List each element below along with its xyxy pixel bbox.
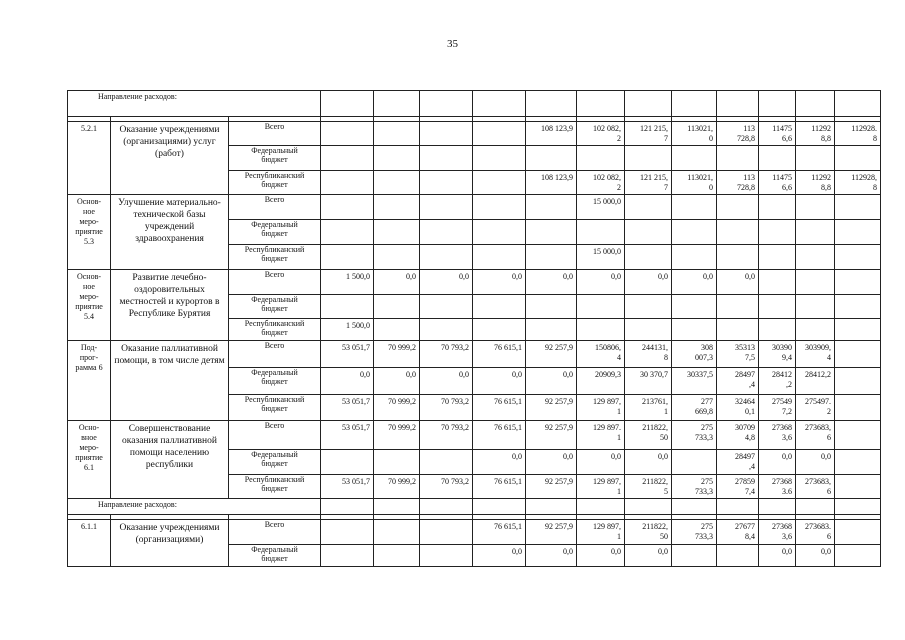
empty-cell	[835, 499, 881, 515]
value-cell	[321, 295, 374, 319]
value-cell	[374, 171, 420, 195]
empty-cell	[759, 499, 796, 515]
value-cell: 30 370,7	[625, 368, 672, 395]
value-cell: 35313 7,5	[717, 341, 759, 368]
value-cell: 0,0	[625, 450, 672, 475]
value-cell	[374, 122, 420, 146]
empty-cell	[717, 91, 759, 117]
value-cell	[625, 146, 672, 171]
value-cell: 0,0	[625, 545, 672, 567]
activity-name: Развитие лечебно-оздоровительных местностей и курортов в Республике Бурятия	[111, 270, 229, 341]
value-cell: 0,0	[473, 450, 526, 475]
value-cell: 129 897. 1	[577, 421, 625, 450]
value-cell: 53 051,7	[321, 341, 374, 368]
value-cell: 20909,3	[577, 368, 625, 395]
empty-cell	[420, 499, 473, 515]
value-cell: 92 257,9	[526, 520, 577, 545]
empty-cell	[625, 499, 672, 515]
value-cell: 211822, 50	[625, 520, 672, 545]
value-cell	[526, 146, 577, 171]
value-cell: 277 669,8	[672, 395, 717, 421]
value-cell: 129 897, 1	[577, 520, 625, 545]
value-cell: 0,0	[473, 545, 526, 567]
value-cell	[717, 319, 759, 341]
value-cell	[759, 319, 796, 341]
value-cell	[577, 319, 625, 341]
value-cell	[672, 245, 717, 270]
value-cell	[759, 295, 796, 319]
value-cell: 76 615,1	[473, 421, 526, 450]
activity-name: Оказание паллиативной помощи, в том числе детям	[111, 341, 229, 421]
value-cell: 76 615,1	[473, 520, 526, 545]
empty-cell	[672, 499, 717, 515]
value-cell	[577, 220, 625, 245]
value-cell	[374, 450, 420, 475]
value-cell	[420, 220, 473, 245]
value-cell	[420, 245, 473, 270]
value-cell: 129 897, 1	[577, 395, 625, 421]
value-cell: 70 999,2	[374, 421, 420, 450]
direction-header-row	[68, 91, 881, 117]
empty-cell	[625, 91, 672, 117]
value-cell: 32464 0,1	[717, 395, 759, 421]
value-cell	[796, 295, 835, 319]
empty-cell	[526, 91, 577, 117]
value-cell: 28497 ,4	[717, 368, 759, 395]
funding-source: Республиканский бюджет	[229, 319, 321, 341]
value-cell	[759, 220, 796, 245]
funding-source: Всего	[229, 122, 321, 146]
value-cell	[759, 270, 796, 295]
value-cell: 0,0	[759, 545, 796, 567]
value-cell	[717, 146, 759, 171]
value-cell: 275 733,3	[672, 475, 717, 499]
value-cell: 30709 4,8	[717, 421, 759, 450]
empty-cell	[321, 91, 374, 117]
value-cell	[625, 220, 672, 245]
page-number: 35	[447, 38, 458, 50]
value-cell	[835, 475, 881, 499]
value-cell: 27859 7,4	[717, 475, 759, 499]
value-cell	[420, 520, 473, 545]
value-cell: 53 051,7	[321, 395, 374, 421]
value-cell	[420, 295, 473, 319]
value-cell: 92 257,9	[526, 421, 577, 450]
value-cell: 150806, 4	[577, 341, 625, 368]
value-cell	[672, 545, 717, 567]
value-cell	[796, 146, 835, 171]
value-cell	[759, 245, 796, 270]
value-cell: 273683, 6	[796, 421, 835, 450]
value-cell: 28412,2	[796, 368, 835, 395]
value-cell: 1 500,0	[321, 319, 374, 341]
value-cell: 30337,5	[672, 368, 717, 395]
value-cell: 0,0	[420, 368, 473, 395]
value-cell: 0,0	[321, 368, 374, 395]
value-cell: 113 728,8	[717, 171, 759, 195]
value-cell: 0,0	[577, 270, 625, 295]
value-cell	[420, 450, 473, 475]
value-cell	[759, 195, 796, 220]
value-cell	[835, 341, 881, 368]
value-cell: 70 999,2	[374, 341, 420, 368]
activity-code: Осно- вное меро- приятие 6.1	[68, 421, 111, 499]
value-cell	[672, 195, 717, 220]
value-cell: 92 257,9	[526, 341, 577, 368]
value-cell: 211822, 5	[625, 475, 672, 499]
value-cell: 53 051,7	[321, 475, 374, 499]
value-cell: 27368 3.6	[759, 475, 796, 499]
funding-source: Федеральный бюджет	[229, 220, 321, 245]
value-cell	[473, 146, 526, 171]
empty-cell	[796, 91, 835, 117]
empty-cell	[577, 499, 625, 515]
value-cell: 211822, 50	[625, 421, 672, 450]
empty-cell	[473, 499, 526, 515]
value-cell: 76 615,1	[473, 341, 526, 368]
value-cell: 112928, 8	[835, 171, 881, 195]
value-cell	[835, 319, 881, 341]
value-cell: 27549 7,2	[759, 395, 796, 421]
value-cell: 0,0	[473, 270, 526, 295]
value-cell: 273683, 6	[796, 475, 835, 499]
value-cell	[835, 450, 881, 475]
value-cell	[321, 450, 374, 475]
value-cell: 102 082, 2	[577, 122, 625, 146]
value-cell	[473, 122, 526, 146]
value-cell: 70 793,2	[420, 341, 473, 368]
activity-name: Совершенствование оказания паллиативной помощи населению республики	[111, 421, 229, 499]
value-cell	[526, 295, 577, 319]
table-row	[68, 195, 881, 220]
value-cell	[717, 220, 759, 245]
budget-table	[67, 90, 881, 567]
value-cell	[321, 520, 374, 545]
value-cell: 303909, 4	[796, 341, 835, 368]
value-cell: 0,0	[526, 450, 577, 475]
funding-source: Республиканский бюджет	[229, 171, 321, 195]
empty-cell	[796, 499, 835, 515]
value-cell	[374, 220, 420, 245]
value-cell	[420, 319, 473, 341]
value-cell: 53 051,7	[321, 421, 374, 450]
funding-source: Республиканский бюджет	[229, 395, 321, 421]
value-cell: 15 000,0	[577, 245, 625, 270]
funding-source: Всего	[229, 270, 321, 295]
value-cell	[374, 545, 420, 567]
value-cell: 76 615,1	[473, 395, 526, 421]
value-cell: 30390 9,4	[759, 341, 796, 368]
funding-source: Всего	[229, 341, 321, 368]
empty-cell	[759, 91, 796, 117]
value-cell: 0,0	[796, 545, 835, 567]
value-cell: 70 793,2	[420, 475, 473, 499]
value-cell	[374, 146, 420, 171]
table-row	[68, 341, 881, 368]
value-cell: 112928. 8	[835, 122, 881, 146]
value-cell: 121 215, 7	[625, 171, 672, 195]
value-cell	[625, 245, 672, 270]
value-cell	[796, 195, 835, 220]
activity-code: Основ- ное меро- приятие 5.3	[68, 195, 111, 270]
empty-cell	[374, 499, 420, 515]
value-cell	[321, 122, 374, 146]
value-cell: 11292 8,8	[796, 171, 835, 195]
value-cell	[526, 195, 577, 220]
value-cell: 76 615,1	[473, 475, 526, 499]
value-cell	[835, 195, 881, 220]
value-cell: 108 123,9	[526, 171, 577, 195]
value-cell: 92 257,9	[526, 395, 577, 421]
value-cell: 70 793,2	[420, 395, 473, 421]
value-cell: 0,0	[420, 270, 473, 295]
value-cell: 0,0	[717, 270, 759, 295]
value-cell	[321, 171, 374, 195]
table-row	[68, 421, 881, 450]
value-cell: 129 897, 1	[577, 475, 625, 499]
funding-source: Федеральный бюджет	[229, 545, 321, 567]
direction-header-row	[68, 499, 881, 515]
empty-cell	[717, 499, 759, 515]
value-cell	[473, 195, 526, 220]
empty-cell	[672, 91, 717, 117]
empty-cell	[577, 91, 625, 117]
empty-cell	[321, 499, 374, 515]
value-cell	[473, 319, 526, 341]
value-cell	[473, 220, 526, 245]
value-cell: 11292 8,8	[796, 122, 835, 146]
value-cell: 108 123,9	[526, 122, 577, 146]
value-cell	[577, 146, 625, 171]
value-cell: 102 082, 2	[577, 171, 625, 195]
empty-cell	[420, 91, 473, 117]
funding-source: Республиканский бюджет	[229, 475, 321, 499]
value-cell	[321, 146, 374, 171]
value-cell: 275 733,3	[672, 520, 717, 545]
value-cell: 11475 6,6	[759, 171, 796, 195]
value-cell	[796, 220, 835, 245]
value-cell	[835, 270, 881, 295]
value-cell	[420, 171, 473, 195]
value-cell	[374, 195, 420, 220]
value-cell	[796, 319, 835, 341]
value-cell: 0,0	[526, 270, 577, 295]
value-cell	[625, 319, 672, 341]
value-cell	[321, 220, 374, 245]
table-row	[68, 520, 881, 545]
value-cell	[473, 171, 526, 195]
empty-cell	[526, 499, 577, 515]
value-cell: 1 500,0	[321, 270, 374, 295]
value-cell: 308 007,3	[672, 341, 717, 368]
value-cell	[420, 195, 473, 220]
value-cell: 213761, 1	[625, 395, 672, 421]
value-cell	[717, 295, 759, 319]
value-cell: 275 733,3	[672, 421, 717, 450]
value-cell	[321, 545, 374, 567]
value-cell	[796, 270, 835, 295]
value-cell: 0,0	[526, 545, 577, 567]
value-cell	[835, 146, 881, 171]
empty-cell	[473, 91, 526, 117]
activity-code: 5.2.1	[68, 122, 111, 195]
value-cell	[717, 195, 759, 220]
value-cell	[473, 295, 526, 319]
funding-source: Всего	[229, 520, 321, 545]
value-cell	[672, 146, 717, 171]
value-cell	[835, 295, 881, 319]
value-cell: 28497 ,4	[717, 450, 759, 475]
funding-source: Федеральный бюджет	[229, 295, 321, 319]
direction-label: Направление расходов:	[68, 499, 321, 515]
value-cell: 113021, 0	[672, 122, 717, 146]
value-cell	[420, 545, 473, 567]
value-cell: 113021, 0	[672, 171, 717, 195]
value-cell	[473, 245, 526, 270]
value-cell: 28412 ,2	[759, 368, 796, 395]
value-cell: 0,0	[672, 270, 717, 295]
value-cell	[835, 220, 881, 245]
value-cell: 113 728,8	[717, 122, 759, 146]
value-cell: 27368 3,6	[759, 421, 796, 450]
value-cell: 0,0	[374, 270, 420, 295]
value-cell	[420, 122, 473, 146]
value-cell	[625, 295, 672, 319]
value-cell	[374, 319, 420, 341]
value-cell	[374, 245, 420, 270]
value-cell: 11475 6,6	[759, 122, 796, 146]
value-cell	[374, 520, 420, 545]
value-cell	[835, 421, 881, 450]
value-cell: 0,0	[796, 450, 835, 475]
funding-source: Всего	[229, 195, 321, 220]
value-cell: 0,0	[526, 368, 577, 395]
funding-source: Федеральный бюджет	[229, 146, 321, 171]
value-cell: 27677 8,4	[717, 520, 759, 545]
value-cell: 15 000,0	[577, 195, 625, 220]
value-cell: 70 793,2	[420, 421, 473, 450]
value-cell	[625, 195, 672, 220]
value-cell	[717, 545, 759, 567]
activity-code: Под- прог- рамма 6	[68, 341, 111, 421]
activity-name: Оказание учреждениями (организациями) услуг (работ)	[111, 122, 229, 195]
empty-cell	[835, 91, 881, 117]
value-cell	[321, 195, 374, 220]
table-row	[68, 270, 881, 295]
activity-name: Оказание учреждениями (организациями)	[111, 520, 229, 567]
value-cell	[835, 395, 881, 421]
value-cell: 70 999,2	[374, 475, 420, 499]
value-cell: 121 215, 7	[625, 122, 672, 146]
funding-source: Всего	[229, 421, 321, 450]
value-cell	[321, 245, 374, 270]
value-cell	[374, 295, 420, 319]
value-cell: 0,0	[577, 450, 625, 475]
value-cell: 0,0	[374, 368, 420, 395]
value-cell: 0,0	[577, 545, 625, 567]
value-cell: 27368 3,6	[759, 520, 796, 545]
value-cell	[526, 220, 577, 245]
value-cell: 92 257,9	[526, 475, 577, 499]
value-cell: 0,0	[473, 368, 526, 395]
activity-code: 6.1.1	[68, 520, 111, 567]
value-cell: 244131, 8	[625, 341, 672, 368]
value-cell	[759, 146, 796, 171]
budget-table-container	[67, 90, 877, 565]
value-cell	[420, 146, 473, 171]
table-row	[68, 122, 881, 146]
activity-code: Основ- ное меро- приятие 5.4	[68, 270, 111, 341]
value-cell	[835, 368, 881, 395]
value-cell: 273683. 6	[796, 520, 835, 545]
funding-source: Федеральный бюджет	[229, 368, 321, 395]
value-cell	[577, 295, 625, 319]
empty-cell	[374, 91, 420, 117]
value-cell	[835, 520, 881, 545]
value-cell	[672, 319, 717, 341]
value-cell	[835, 245, 881, 270]
activity-name: Улучшение материально-технической базы учреждений здравоохранения	[111, 195, 229, 270]
value-cell: 275497. 2	[796, 395, 835, 421]
value-cell	[526, 245, 577, 270]
value-cell: 0,0	[759, 450, 796, 475]
value-cell	[717, 245, 759, 270]
table-body	[68, 91, 881, 567]
funding-source: Республиканский бюджет	[229, 245, 321, 270]
value-cell: 70 999,2	[374, 395, 420, 421]
value-cell	[835, 545, 881, 567]
value-cell	[796, 245, 835, 270]
value-cell	[672, 220, 717, 245]
value-cell: 0,0	[625, 270, 672, 295]
value-cell	[526, 319, 577, 341]
funding-source: Федеральный бюджет	[229, 450, 321, 475]
value-cell	[672, 295, 717, 319]
direction-label: Направление расходов:	[68, 91, 321, 117]
value-cell	[672, 450, 717, 475]
